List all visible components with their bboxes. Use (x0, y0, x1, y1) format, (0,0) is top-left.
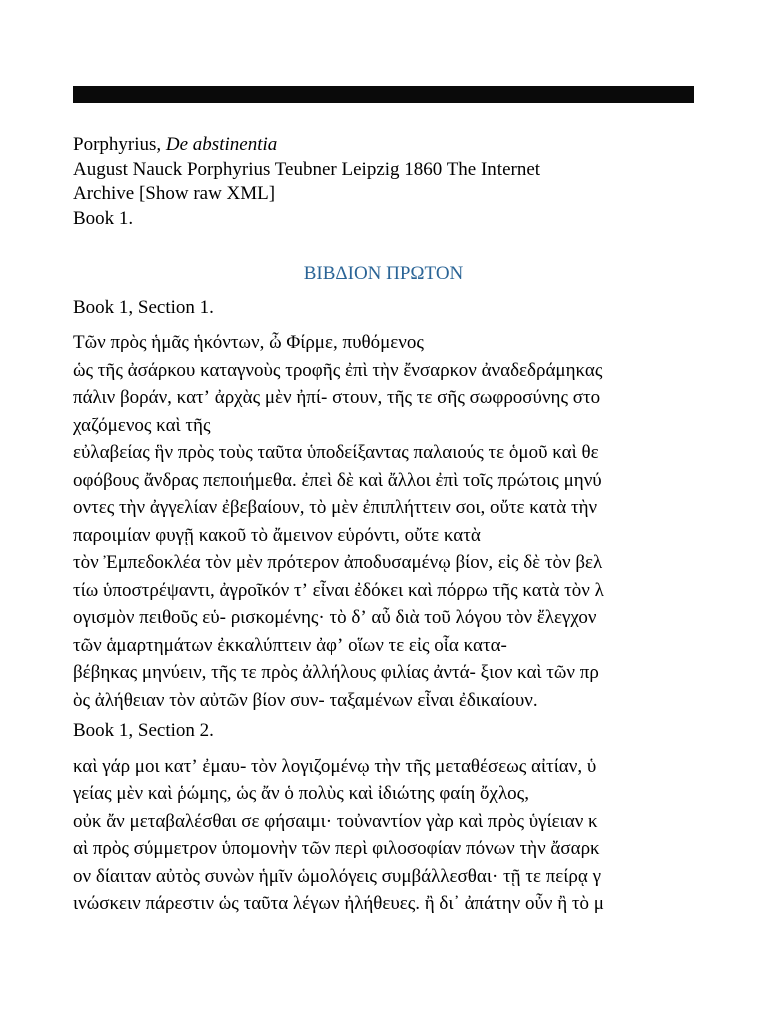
author-name: Porphyrius (73, 134, 157, 155)
text-line: οὐκ ἄν μεταβαλέσθαι σε φήσαιμι· τοὐναντίον γὰρ καὶ πρὸς ὑγίειαν κ (73, 810, 598, 832)
document-body (73, 133, 701, 918)
text-line: χαζόμενος καὶ τῆς (73, 414, 211, 436)
book-heading: ΒΙΒΔΙΟΝ ΠΡΩΤΟΝ (303, 263, 464, 284)
text-line: καὶ γάρ μοι κατʼ ἐμαυ- τὸν λογιζομένῳ τὴν τῆς μεταθέσεως αἰτίαν, ὑ (73, 755, 597, 777)
text-line: οντες τὴν ἀγγελίαν ἐβεβαίουν, τὸ μὲν ἐπιπλήττειν σοι, οὔτε κατὰ τὴν (73, 497, 598, 518)
text-line: εὐλαβείας ἣν πρὸς τοὺς ταῦτα ὑποδείξαντας παλαιούς τε ὁμοῦ καὶ θε (73, 442, 599, 463)
text-line: βέβηκας μηνύειν, τῆς τε πρὸς ἀλλήλους φιλίας ἀντά- ξιον καὶ τῶν πρ (73, 662, 599, 683)
text-line: τίω ὑποστρέψαντι, ἀγροῖκόν τʼ εἶναι ἐδόκει καὶ πόρρω τῆς κατὰ τὸν λ (73, 579, 604, 601)
source-line: August Nauck Porphyrius Teubner Leipzig 1860 The Internet (73, 158, 541, 180)
sections-container (73, 296, 701, 918)
text-line: Τῶν πρὸς ἡμᾶς ἡκόντων, ὦ Φίρμε, πυθόμενος (73, 332, 424, 353)
text-line: ινώσκειν πάρεστιν ὡς ταῦτα λέγων ἠλήθευες. ἢ δι᾽ ἀπάτην οὖν ἢ τὸ μ (73, 893, 604, 914)
show-raw-xml-link[interactable]: [Show raw XML] (138, 183, 276, 204)
text-line: ογισμὸν πειθοῦς εὑ- ρισκομένης· τὸ δʼ αὖ διὰ τοῦ λόγου τὸν ἔλεγχον (73, 607, 597, 628)
work-title: De abstinentia (165, 134, 278, 155)
citation-line: Porphyrius, De abstinentia (73, 134, 278, 155)
text-line: ὸς ἀλήθειαν τὸν αὐτῶν βίον συν- ταξαμένων εἶναι ἐδικαίουν. (73, 689, 538, 711)
text-line: ὡς τῆς ἀσάρκου καταγνοὺς τροφῆς ἐπὶ τὴν ἔνσαρκον ἀναδεδράμηκας (73, 359, 603, 381)
source-line-2 (73, 182, 701, 207)
section-label: Book 1, Section 1. (73, 296, 214, 318)
book-label: Book 1. (73, 207, 134, 229)
top-banner-bar (73, 86, 694, 103)
text-line: παροιμίαν φυγῇ κακοῦ τὸ ἄμεινον εὑρόντι, οὔτε κατὰ (73, 524, 481, 546)
text-line: πάλιν βοράν, κατʼ ἀρχὰς μὲν ἠπί- στουν, τῆς τε σῆς σωφροσύνης στο (73, 387, 601, 408)
text-line: τῶν ἁμαρτημάτων ἐκκαλύπτειν ἀφʼ οἵων τε εἰς οἷα κατα- (73, 634, 507, 656)
text-line: οφόβους ἄνδρας πεποιήμεθα. ἐπεὶ δὲ καὶ ἄλλοι ἐπὶ τοῖς πρώτοις μηνύ (73, 469, 602, 491)
text-line: τὸν Ἐμπεδοκλέα τὸν μὲν πρότερον ἀποδυσαμένῳ βίον, εἰς δὲ τὸν βελ (73, 552, 603, 573)
text-line: αὶ πρὸς σύμμετρον ὑπομονὴν τῶν περὶ φιλοσοφίαν πόνων τὴν ἄσαρκ (73, 838, 600, 859)
text-line: γείας μὲν καὶ ῥώμης, ὡς ἄν ὁ πολὺς καὶ ἰδιώτης φαίη ὄχλος, (73, 783, 529, 804)
section-label: Book 1, Section 2. (73, 720, 214, 741)
source-line-2-text: Archive (73, 183, 139, 204)
text-line: ον δίαιταν αὐτὸς συνὼν ἡμῖν ὡμολόγεις συμβάλλεσθαι· τῇ τε πείρᾳ γ (73, 865, 601, 887)
